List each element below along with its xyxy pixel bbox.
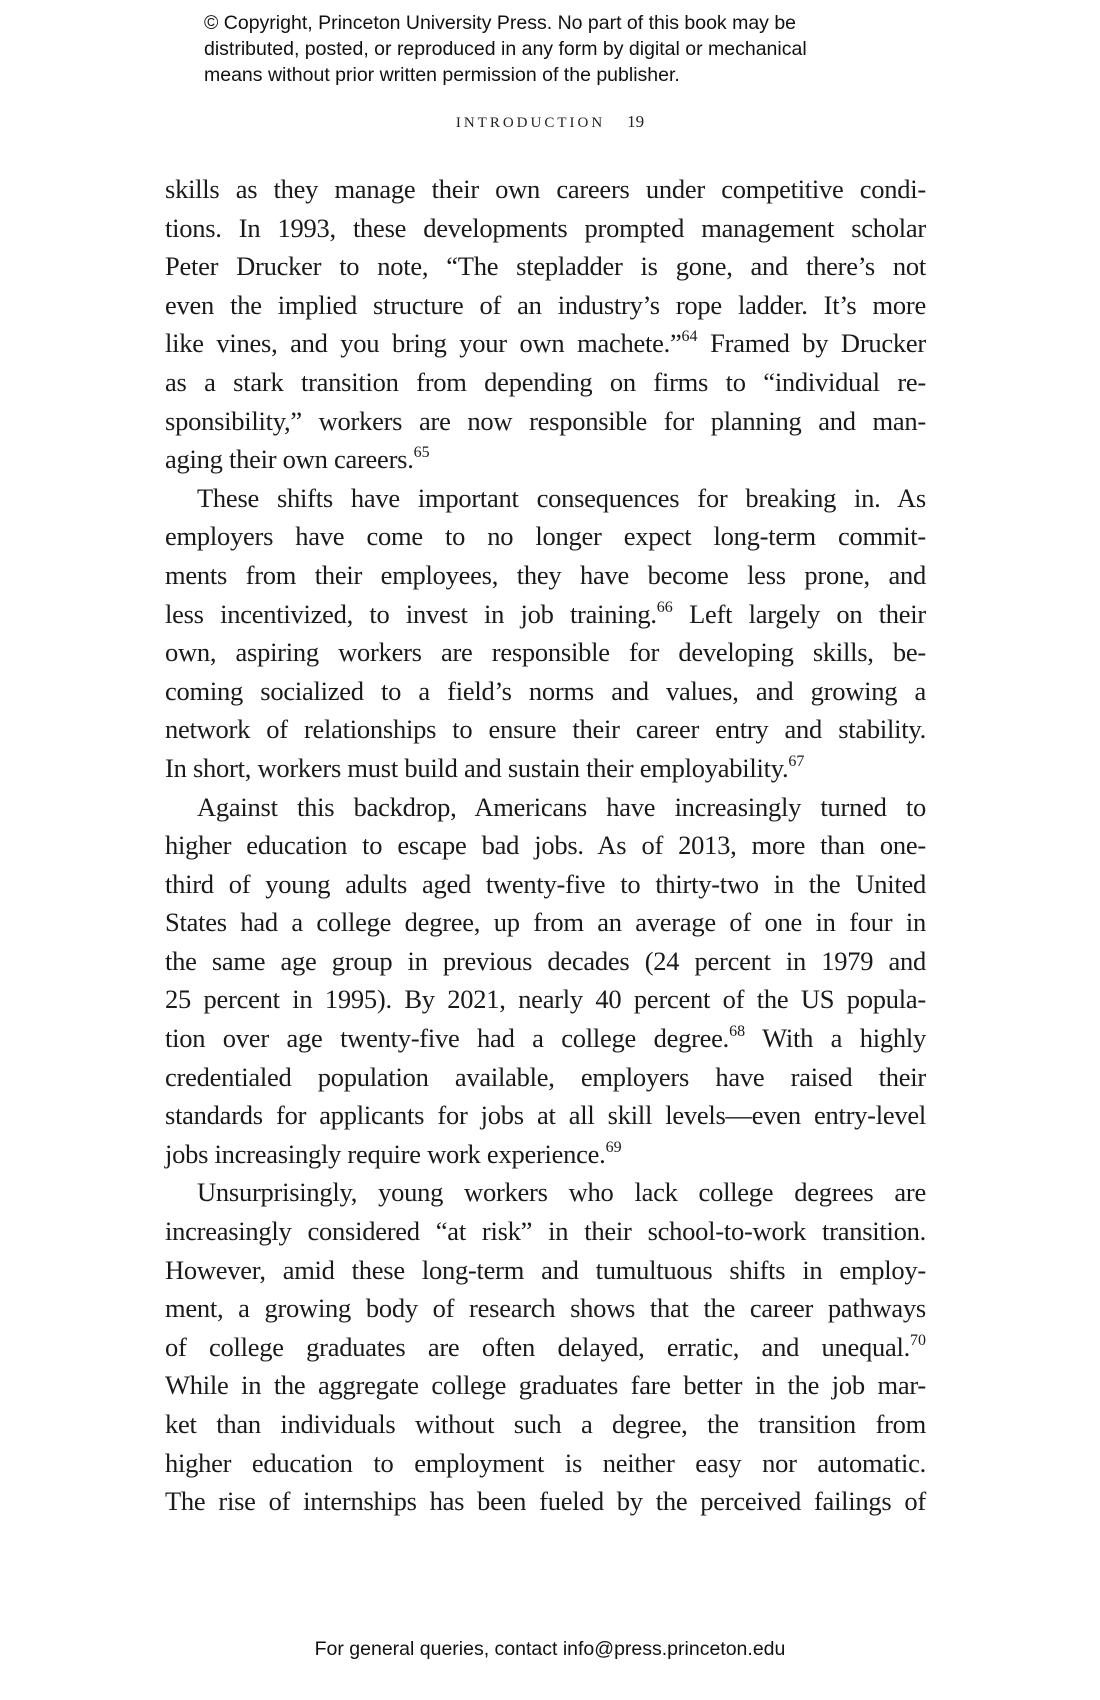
text-segment: Peter Drucker to note, “The stepladder is gone, and there’s not [165,251,926,282]
text-segment: Left largely on their [672,598,926,629]
text-line [165,749,926,788]
text-line [165,170,926,209]
text-line [165,980,926,1019]
text-line [165,826,926,865]
text-segment: ment, a growing body of research shows that the career pathways [165,1293,926,1324]
footer-contact: For general queries, contact info@press.princeton.edu [314,1638,786,1660]
text-line [165,903,926,942]
footnote-marker: 67 [788,752,805,770]
text-line [165,1482,926,1521]
text-segment: 25 percent in 1995). By 2021, nearly 40 percent of the US popula- [165,984,926,1015]
text-segment: States had a college degree, up from an average of one in four in [165,907,926,938]
copyright-line: distributed, posted, or reproduced in any form by digital or mechanical [204,38,807,60]
text-segment: ket than individuals without such a degree, the transition from [165,1409,926,1439]
text-line [165,247,926,286]
running-head [0,112,1100,132]
text-line [165,1328,926,1367]
text-line [165,1173,926,1212]
text-line [165,1251,926,1290]
text-line [165,633,926,672]
text-line [165,440,926,479]
text-segment: third of young adults aged twenty-five to thirty-two in the United [165,868,926,899]
copyright-notice [204,10,807,88]
text-line [165,1444,926,1483]
text-line [165,1135,926,1174]
text-segment: aging their own careers. [165,444,414,475]
text-segment: skills as they manage their own careers under competitive condi- [165,174,926,204]
footnote-marker: 70 [910,1331,926,1349]
text-segment: coming socialized to a field’s norms and values, and growing a [165,675,926,706]
text-segment: Framed by Drucker [697,328,926,359]
text-segment: higher education to escape bad jobs. As of 2013, more than one- [165,830,926,861]
text-segment: ments from their employees, they have become less prone, and [165,559,926,590]
text-line [165,517,926,556]
text-line [165,595,926,634]
copyright-line: © Copyright, Princeton University Press. No part of this book may be [204,12,797,34]
text-line [165,710,926,749]
text-segment: tions. In 1993, these developments prompted management scholar [165,212,926,243]
text-segment: even the implied structure of an industry’s rope ladder. It’s more [165,289,926,320]
text-line [165,1096,926,1135]
footnote-marker: 66 [656,598,673,616]
text-line [165,788,926,827]
text-line [165,1019,926,1058]
text-segment: sponsibility,” workers are now responsible for planning and man- [165,405,926,436]
text-segment: of college graduates are often delayed, erratic, and unequal. [165,1331,910,1362]
text-segment: own, aspiring workers are responsible for developing skills, be- [165,637,926,668]
text-line [165,1212,926,1251]
text-segment: However, amid these long-term and tumultuous shifts in employ- [165,1254,926,1285]
footnote-marker: 65 [413,444,430,462]
text-line [165,324,926,363]
text-line [165,402,926,441]
text-line [165,363,926,402]
footnote-marker: 69 [605,1138,622,1156]
text-line [165,1366,926,1405]
copyright-line: means without prior written permission of the publisher. [204,64,680,86]
text-segment: While in the aggregate college graduates fare better in the job mar- [165,1370,926,1401]
text-segment: With a highly [745,1023,926,1054]
text-segment: The rise of internships has been fueled by the perceived failings of [165,1486,926,1517]
text-segment: network of relationships to ensure their career entry and stability. [165,714,926,745]
text-line [165,672,926,711]
text-segment: as a stark transition from depending on firms to “individual re- [165,366,926,397]
text-segment: increasingly considered “at risk” in their school-to-work transition. [165,1216,926,1247]
text-segment: higher education to employment is neither easy nor automatic. [165,1447,926,1478]
text-line [165,942,926,981]
footnote-marker: 68 [729,1023,746,1041]
text-line [165,286,926,325]
text-line [165,1405,926,1444]
text-segment: jobs increasingly require work experience. [165,1138,606,1169]
text-segment: less incentivized, to invest in job training. [165,598,657,629]
text-segment: In short, workers must build and sustain their employability. [165,752,789,783]
text-segment: employers have come to no longer expect long-term commit- [165,521,926,552]
text-segment: tion over age twenty-five had a college degree. [165,1023,730,1054]
text-segment: Unsurprisingly, young workers who lack college degrees are [197,1177,926,1208]
body-text [165,170,926,1521]
text-segment: Against this backdrop, Americans have increasingly turned to [197,791,926,822]
text-line [165,1289,926,1328]
running-head-title: INTRODUCTION [455,115,606,131]
text-line [165,479,926,518]
text-line [165,1058,926,1097]
text-line [165,556,926,595]
text-segment: credentialed population available, employers have raised their [165,1061,926,1092]
text-segment: These shifts have important consequences for breaking in. As [197,482,926,513]
text-line [165,865,926,904]
page-number: 19 [627,112,645,131]
footnote-marker: 64 [681,328,698,346]
text-segment: the same age group in previous decades (24 percent in 1979 and [165,945,926,976]
text-segment: standards for applicants for jobs at all skill levels—even entry-level [165,1100,926,1131]
text-segment: like vines, and you bring your own machete.” [165,328,682,359]
text-line [165,209,926,248]
